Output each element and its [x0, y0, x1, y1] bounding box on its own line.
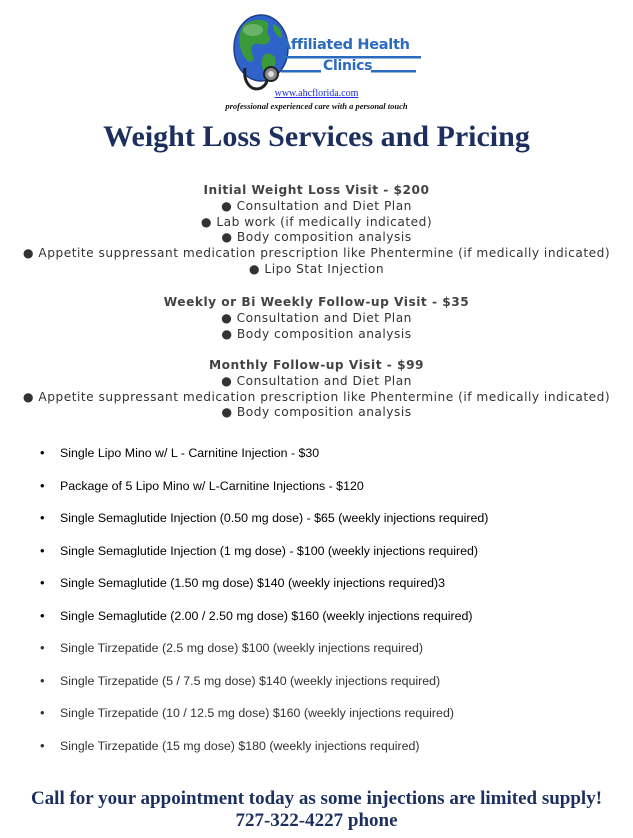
list-item: • Single Tirzepatide (2.5 mg dose) $100 (weekly injections required): [0, 640, 633, 673]
service-weekly-followup: [0, 295, 633, 342]
service-item: ● Appetite suppressant medication prescription like Phentermine (if medically indicated): [22, 246, 611, 261]
call-to-action: Call for your appointment today as some injections are limited supply!: [30, 788, 603, 809]
list-item: • Single Semaglutide Injection (0.50 mg dose) - $65 (weekly injections required): [0, 510, 633, 543]
globe-stethoscope-icon: [225, 8, 425, 98]
service-item: ● Appetite suppressant medication prescription like Phentermine (if medically indicated): [22, 389, 611, 404]
brand-name: Affiliated Health: [280, 37, 410, 53]
list-item: • Single Semaglutide (1.50 mg dose) $140 (weekly injections required)3: [0, 575, 633, 608]
list-item: • Package of 5 Lipo Mino w/ L-Carnitine Injections - $120: [0, 478, 633, 511]
list-item: • Single Tirzepatide (10 / 12.5 mg dose) $160 (weekly injections required): [0, 705, 633, 738]
phone-number[interactable]: 727-322-4227 phone: [235, 810, 398, 831]
website-link[interactable]: www.ahcflorida.com: [274, 88, 359, 99]
service-item: ● Lab work (if medically indicated): [200, 214, 433, 229]
list-item: • Single Tirzepatide (5 / 7.5 mg dose) $140 (weekly injections required): [0, 673, 633, 706]
list-item: • Single Tirzepatide (15 mg dose) $180 (weekly injections required): [0, 738, 633, 771]
service-monthly-followup: [0, 358, 633, 421]
service-item: ● Body composition analysis: [221, 326, 412, 341]
service-item: ● Lipo Stat Injection: [248, 261, 385, 276]
logo: [225, 8, 425, 98]
service-item: ● Consultation and Diet Plan: [221, 310, 412, 325]
list-item: • Single Semaglutide (2.00 / 2.50 mg dose) $160 (weekly injections required): [0, 608, 633, 641]
list-item: • Single Semaglutide Injection (1 mg dose) - $100 (weekly injections required): [0, 543, 633, 576]
service-item: ● Consultation and Diet Plan: [221, 198, 412, 213]
service-heading: Weekly or Bi Weekly Follow-up Visit - $35: [163, 295, 470, 309]
service-heading: Monthly Follow-up Visit - $99: [208, 358, 425, 372]
service-item: ● Body composition analysis: [221, 230, 412, 245]
service-item: ● Consultation and Diet Plan: [221, 373, 412, 388]
page-title: Weight Loss Services and Pricing: [103, 120, 530, 153]
service-heading: Initial Weight Loss Visit - $200: [203, 183, 430, 197]
service-initial-visit: [0, 183, 633, 278]
service-item: ● Body composition analysis: [221, 405, 412, 420]
list-item: • Single Lipo Mino w/ L - Carnitine Injection - $30: [0, 445, 633, 478]
tagline: professional experienced care with a personal touch: [225, 101, 408, 111]
brand-subname: Clinics: [323, 58, 373, 74]
injection-price-list: [0, 445, 633, 770]
